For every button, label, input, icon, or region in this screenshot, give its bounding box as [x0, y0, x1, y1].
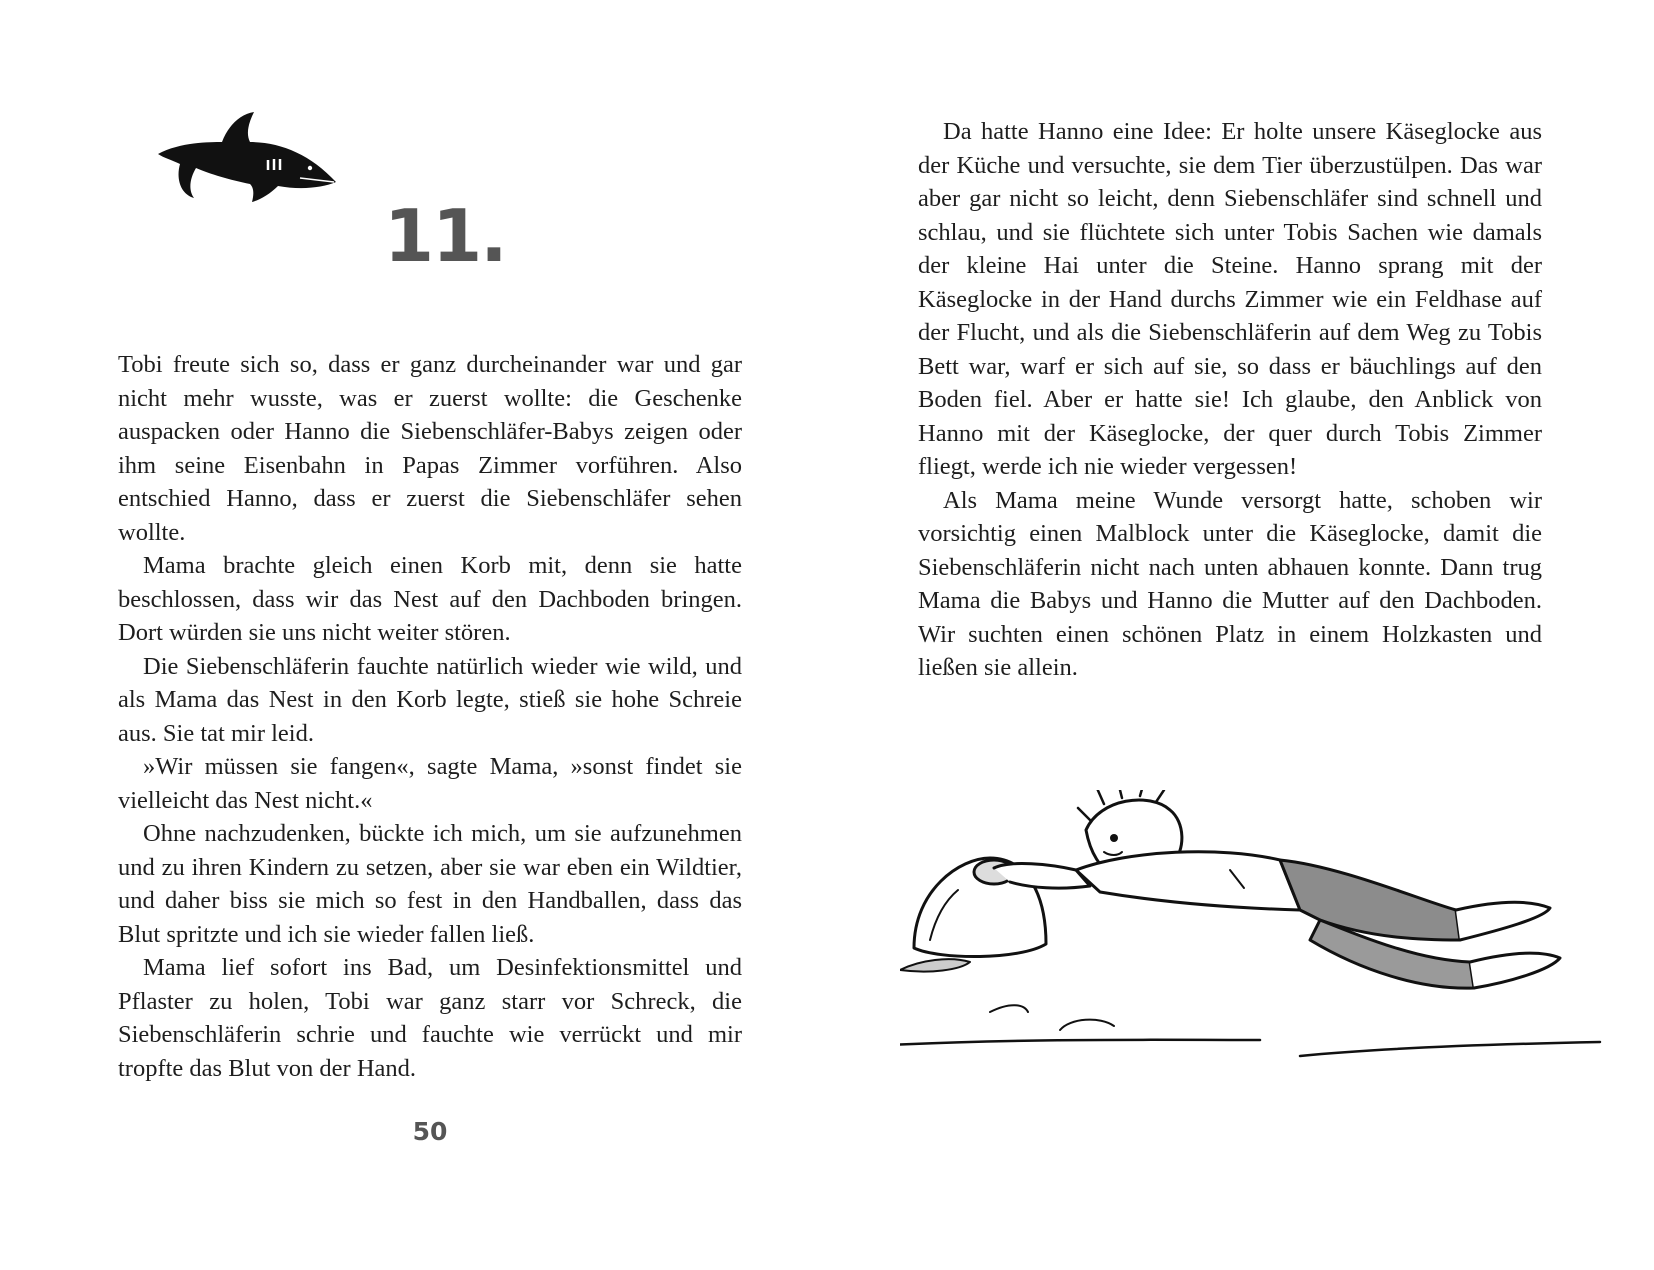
paragraph: Die Siebenschläferin fauchte natürlich wieder wie wild, und als Mama das Nest in den Korb legte, stieß sie hohe Schreie aus. Sie tat mir leid. [118, 652, 742, 747]
paragraph: Tobi freute sich so, dass er ganz durcheinander war und gar nicht mehr wusste, was er zuerst wollte: die Geschenke auspacken oder Hanno die Siebenschläfer-Babys zeigen oder ihm seine Eisenbahn in Papas Zimmer vorführen. Also entschied Hanno, dass er zuerst die Siebenschläfer sehen wollte. [118, 351, 742, 546]
right-page-text [918, 115, 1542, 685]
paragraph: Als Mama meine Wunde versorgt hatte, schoben wir vorsichtig einen Malblock unter die Käseglocke, damit die Siebenschläferin nicht nach unten abhauen konnte. Dann trug Mama die Babys und Hanno die Mutter auf den Dachboden. Wir suchten einen schönen Platz in einem Holzkasten und ließen sie allein. [918, 486, 1542, 681]
trousers [1280, 860, 1460, 940]
dormouse [900, 959, 970, 971]
paragraph: Da hatte Hanno eine Idee: Er holte unsere Käseglocke aus der Küche und versuchte, sie dem Tier überzustülpen. Das war aber gar nicht so leicht, denn Siebenschläfer sind schnell und schlau, und sie flüchtete sich unter Tobis Sachen wie damals der kleine Hai unter die Steine. Hanno sprang mit der Käseglocke in der Hand durchs Zimmer wie ein Feldhase auf der Flucht, und als die Siebenschläferin auf dem Weg zu Tobis Bett war, warf er sich auf sie, so dass er bäuchlings auf den Boden fiel. Aber er hatte sie! Ich glaube, den Anblick von Hanno mit der Käseglocke, der quer durch Tobis Zimmer fliegt, werde ich nie wieder vergessen! [918, 118, 1542, 480]
left-page-text [118, 348, 742, 1085]
paragraph: »Wir müssen sie fangen«, sagte Mama, »sonst findet sie vielleicht das Nest nicht.« [118, 753, 742, 814]
chapter-number: 11. [384, 194, 506, 278]
page-number: 50 [412, 1117, 448, 1146]
paragraph: Mama brachte gleich einen Korb mit, denn sie hatte beschlossen, dass wir das Nest auf den Dachboden bringen. Dort würden sie uns nicht weiter stören. [118, 552, 742, 646]
torso [1076, 852, 1300, 910]
shark-icon [150, 112, 360, 212]
paragraph: Ohne nachzudenken, bückte ich mich, um sie aufzunehmen und zu ihren Kindern zu setzen, aber sie war eben ein Wildtier, und daher biss sie mich so fest in den Handballen, dass das Blut spritzte und ich sie wieder fallen ließ. [118, 820, 742, 948]
paragraph: Mama lief sofort ins Bad, um Desinfektionsmittel und Pflaster zu holen, Tobi war ganz starr vor Schreck, die Siebenschläferin schrie und fauchte wie verrückt und mir tropfte das Blut von der Hand. [118, 954, 742, 1082]
boy-diving-with-cheese-dome-illustration [900, 790, 1654, 1130]
